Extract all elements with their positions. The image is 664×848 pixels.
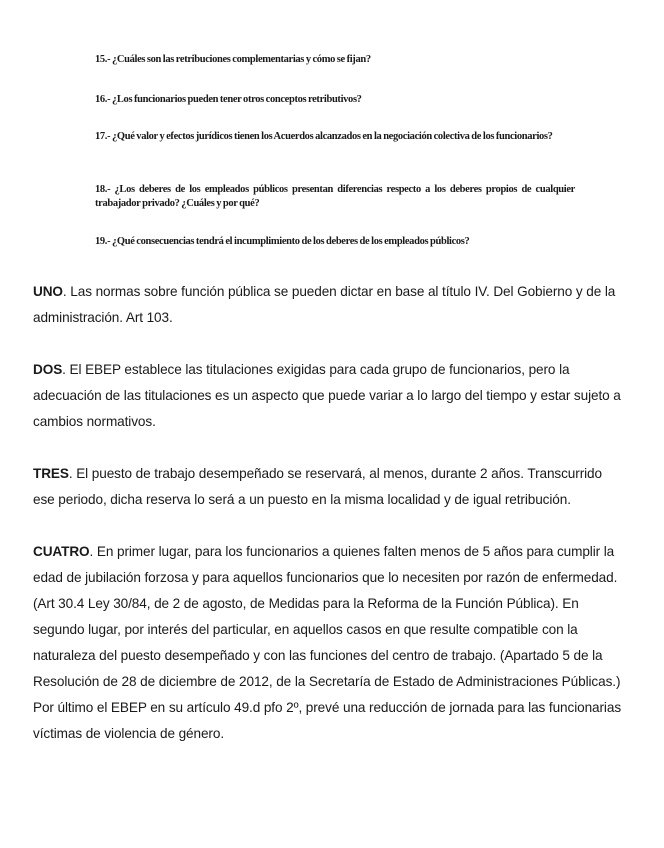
question-19: 19.- ¿Qué consecuencias tendrá el incumplimiento de los deberes de los empleados públicos?: [95, 236, 470, 247]
answer-cuatro-text: . En primer lugar, para los funcionarios a quienes falten menos de 5 años para cumplir la edad de jubilación forzosa y para aquellos funcionarios que lo necesiten por razón de enfermedad. (Art 30.4 Ley 30/84, de 2 de agosto, de Medidas para la Reforma de la Función Pública). En segundo lugar, por interés del particular, en aquellos casos en que resulte compatible con la naturaleza del puesto desempeñado y con las funciones del centro de trabajo. (Apartado 5 de la Resolución de 28 de diciembre de 2012, de la Secretaría de Estado de Administraciones Públicas.) Por último el EBEP en su artículo 49.d pfo 2º, prevé una reducción de jornada para las funcionarias víctimas de violencia de género.: [33, 544, 622, 741]
question-17: 17.- ¿Qué valor y efectos jurídicos tienen los Acuerdos alcanzados en la negociación colectiva de los funcionarios?: [95, 131, 553, 142]
answer-dos: [33, 357, 627, 435]
answer-uno: [33, 279, 627, 331]
answer-uno-text: . Las normas sobre función pública se pueden dictar en base al título IV. Del Gobierno y de la administración. Art 103.: [33, 284, 616, 325]
answer-cuatro-label: CUATRO: [33, 544, 90, 559]
answer-cuatro: [33, 539, 627, 747]
answers-section: [33, 279, 627, 773]
question-16: 16.- ¿Los funcionarios pueden tener otros conceptos retributivos?: [95, 94, 362, 105]
answer-tres-text: . El puesto de trabajo desempeñado se reservará, al menos, durante 2 años. Transcurrido ese periodo, dicha reserva lo será a un puesto en la misma localidad y de igual retribución.: [33, 466, 602, 507]
answer-dos-label: DOS: [33, 362, 63, 377]
question-18: 18.- ¿Los deberes de los empleados públicos presentan diferencias respecto a los deberes propios de cualquier trabajador privado? ¿Cuáles y por qué?: [95, 184, 575, 209]
answer-uno-label: UNO: [33, 284, 63, 299]
answer-tres: [33, 461, 627, 513]
answer-dos-text: . El EBEP establece las titulaciones exigidas para cada grupo de funcionarios, pero la adecuación de las titulaciones es un aspecto que puede variar a lo largo del tiempo y estar sujeto a cambios normativos.: [33, 362, 621, 429]
question-15: 15.- ¿Cuáles son las retribuciones complementarias y cómo se fijan?: [95, 54, 371, 65]
answer-tres-label: TRES: [33, 466, 69, 481]
